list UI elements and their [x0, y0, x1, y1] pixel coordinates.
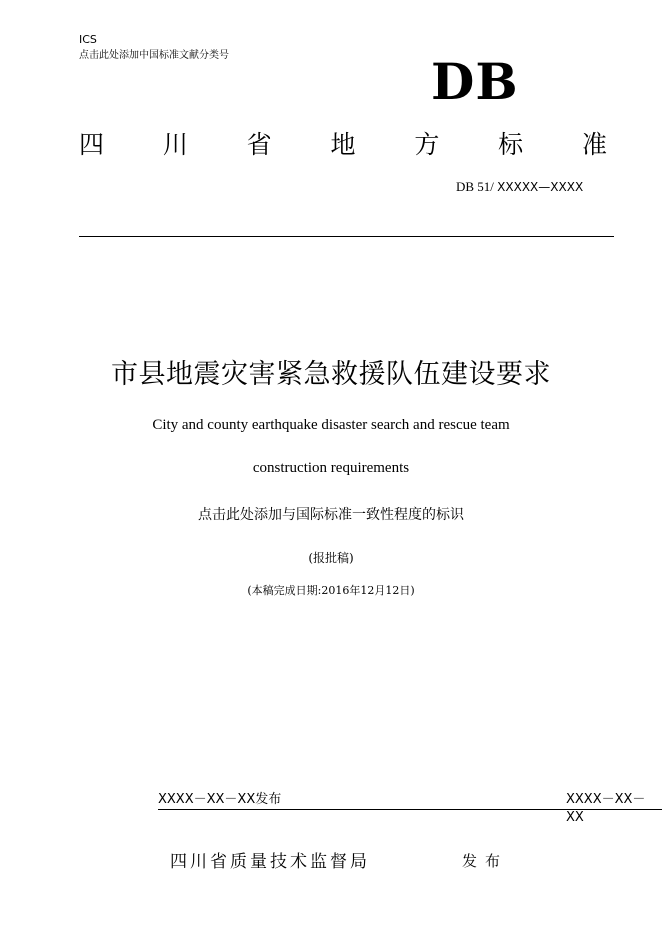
document-title-en-line1: City and county earthquake disaster search and rescue team: [152, 417, 510, 433]
standard-number-prefix: DB 51/: [456, 179, 494, 194]
standard-level-char: 四: [79, 130, 105, 159]
standard-level-char: 地: [330, 130, 356, 159]
ics-label: ICS: [79, 33, 97, 46]
standard-level-heading: [79, 127, 607, 163]
classification-placeholder[interactable]: 点击此处添加中国标准文献分类号: [79, 50, 229, 61]
standard-level-char: 标: [498, 130, 524, 159]
document-title-zh: 市县地震灾害紧急救援队伍建设要求: [111, 359, 551, 390]
publish-date: XXXX－XX－XX发布: [158, 792, 282, 807]
consistency-placeholder[interactable]: 点击此处添加与国际标准一致性程度的标识: [198, 507, 464, 523]
standard-level-char: 方: [414, 130, 440, 159]
header-divider: [79, 236, 614, 237]
issuing-authority: 四川省质量技术监督局: [170, 852, 370, 872]
implement-date: XXXX－XX－XX: [566, 792, 646, 825]
standard-number: [456, 178, 583, 196]
draft-status: (报批稿): [308, 551, 354, 565]
draft-completion-date: (本稿完成日期:2016年12月12日): [247, 584, 415, 597]
standard-level-char: 准: [581, 130, 607, 159]
standard-number-suffix: XXXXX—XXXX: [497, 180, 584, 194]
standard-level-char: 川: [162, 130, 188, 159]
footer-divider: [158, 809, 662, 810]
standard-level-char: 省: [246, 130, 272, 159]
document-title-en-line2: construction requirements: [252, 460, 410, 476]
db-logo: DB: [431, 52, 519, 111]
issue-label: 发布: [462, 852, 509, 870]
